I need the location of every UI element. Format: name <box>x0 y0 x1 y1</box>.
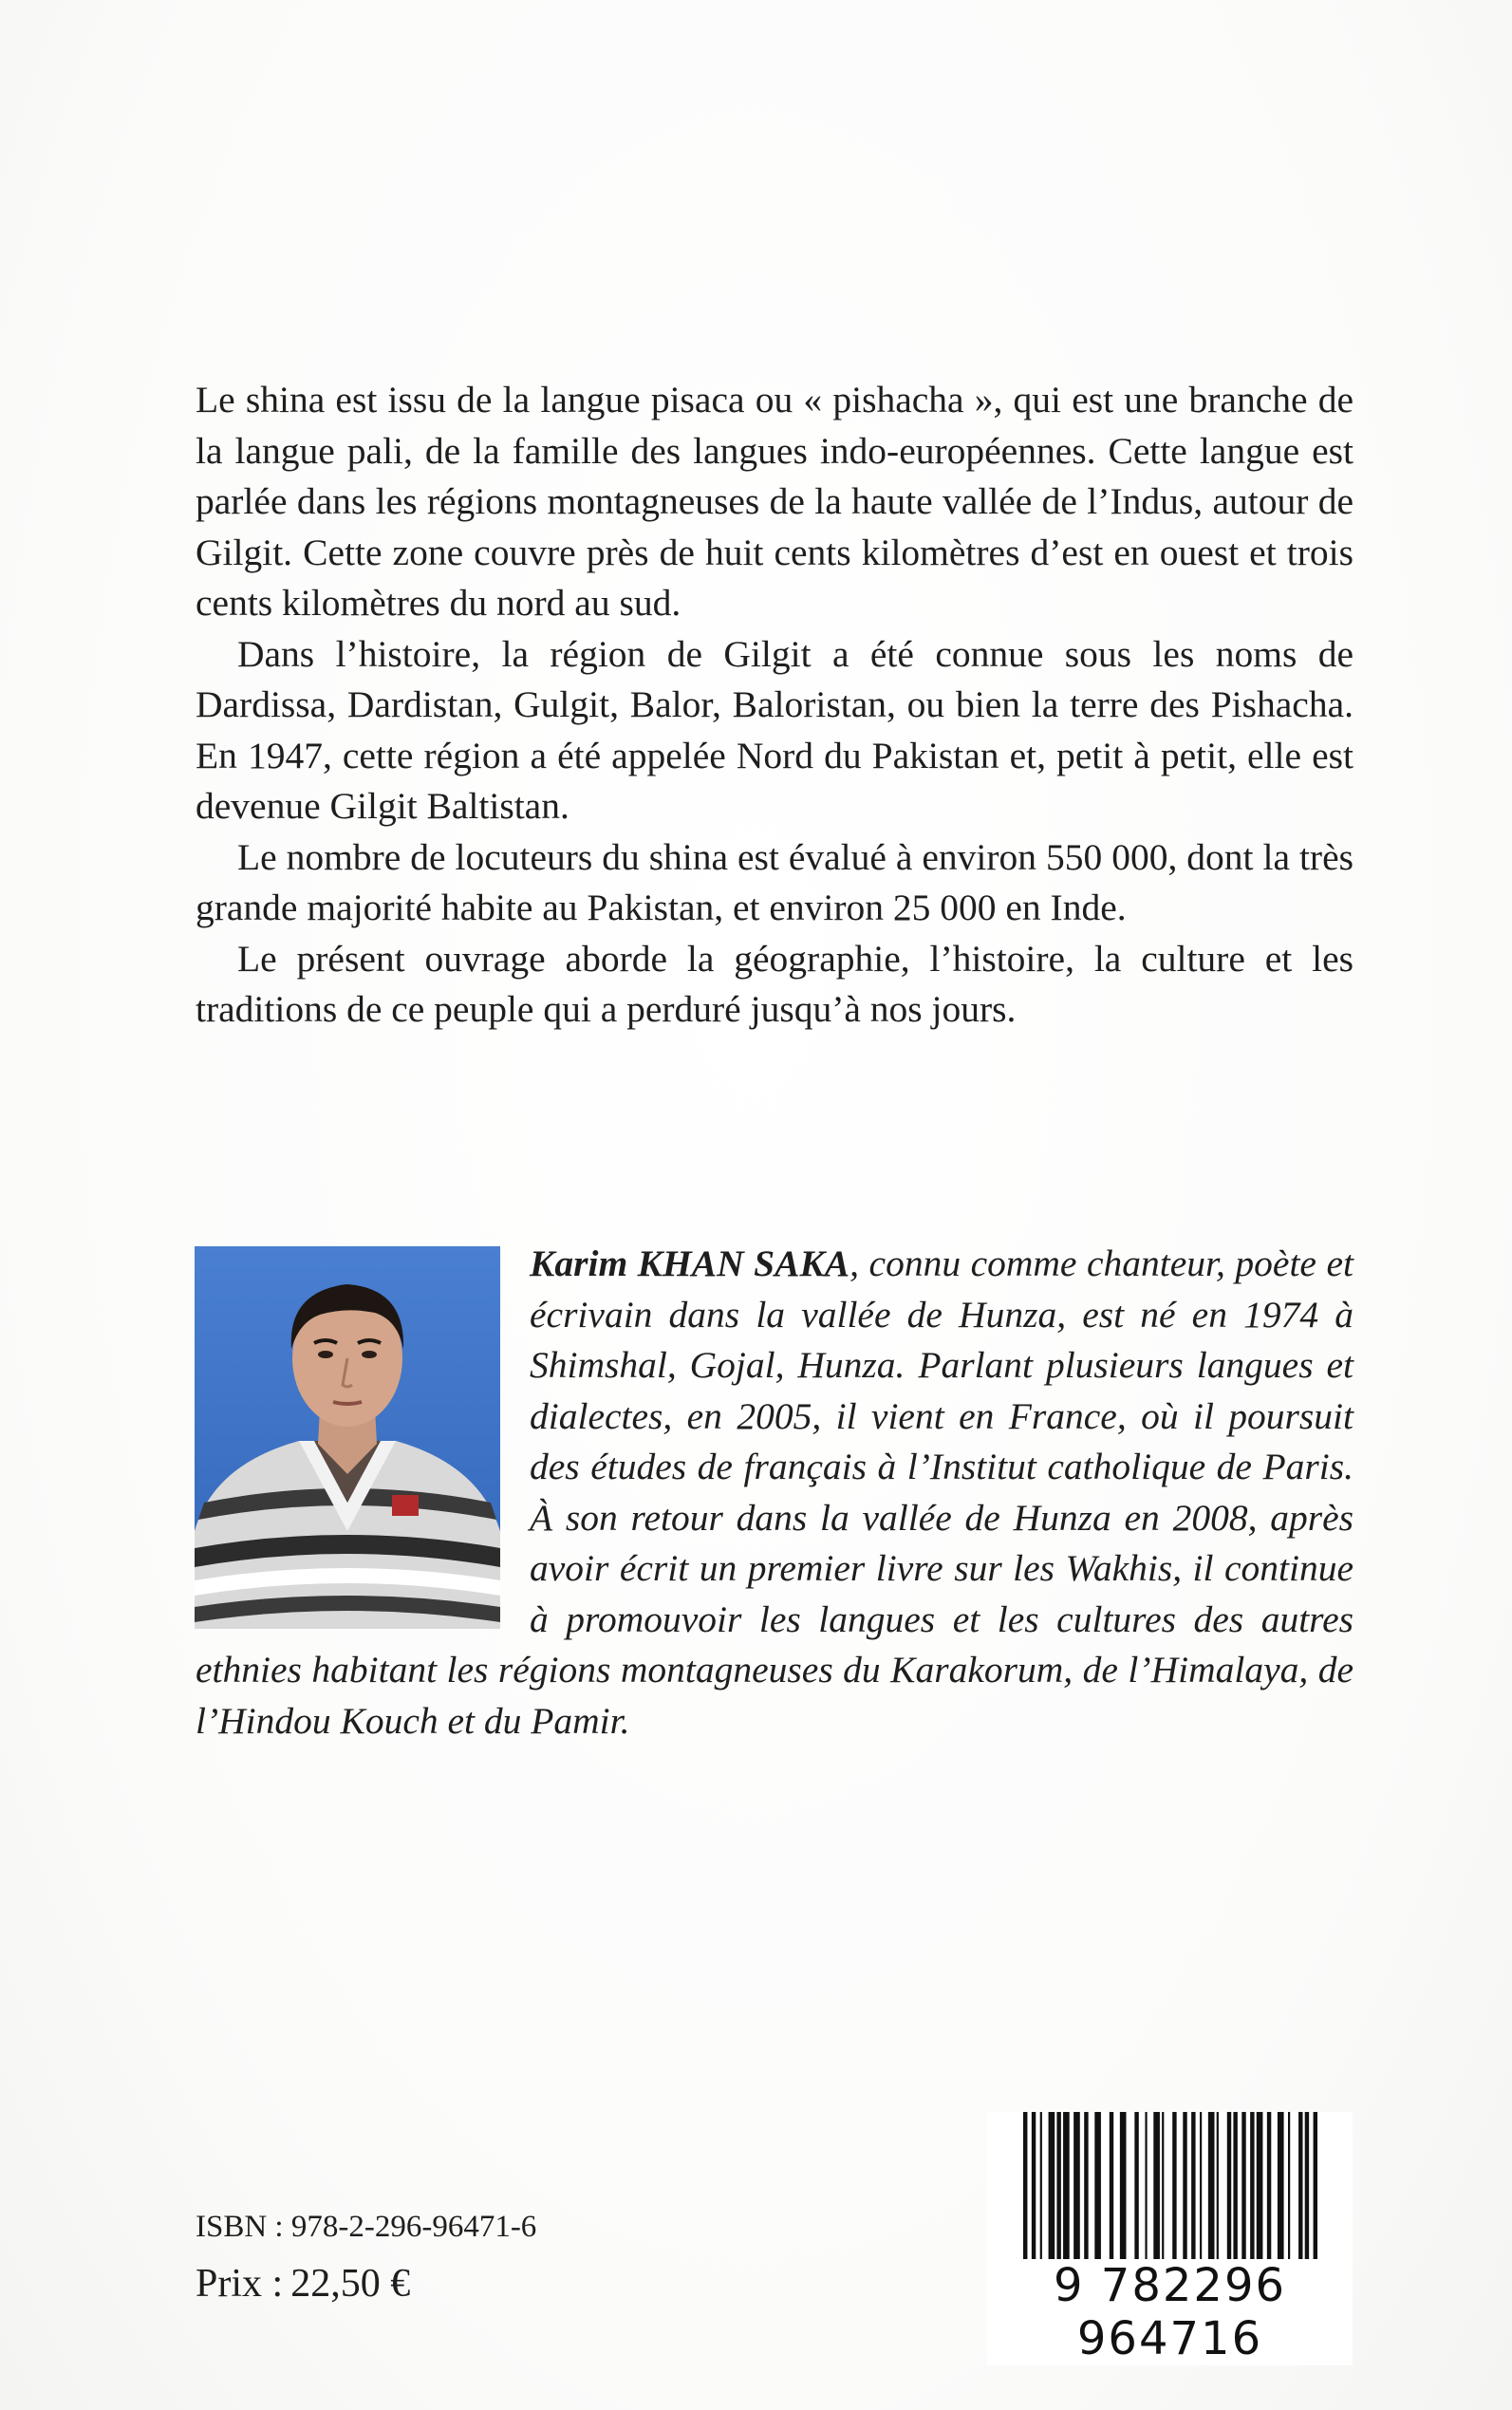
barcode-bar <box>1023 2112 1027 2264</box>
barcode-bar <box>1298 2112 1302 2264</box>
barcode-bar <box>1305 2112 1309 2264</box>
price-label: Prix : <box>196 2262 284 2306</box>
barcode-bar <box>1063 2112 1070 2264</box>
isbn-number: ISBN : 978-2-296-96471-6 <box>196 2210 537 2244</box>
blurb-paragraph: Le présent ouvrage aborde la géographie, l’histoire, la culture et les traditions de ce peuple qui a perduré jusqu’à nos jours. <box>196 937 1353 1030</box>
barcode-bar <box>1134 2112 1138 2264</box>
barcode-bar <box>1056 2112 1060 2264</box>
barcode-bar <box>1314 2112 1317 2264</box>
barcode-bar <box>1200 2112 1202 2264</box>
barcode-bar <box>1267 2112 1271 2264</box>
barcode-bar <box>1217 2112 1219 2264</box>
barcode-bar <box>1153 2112 1160 2264</box>
book-blurb <box>196 375 1353 1036</box>
barcode-bar <box>1049 2112 1055 2264</box>
barcode-bar <box>1162 2112 1164 2264</box>
price-amount: 22,50 € <box>290 2262 411 2306</box>
barcode-bar <box>1278 2112 1284 2264</box>
barcode-bar <box>1183 2112 1186 2264</box>
barcode-bar <box>1257 2112 1263 2264</box>
barcode-bar <box>1250 2112 1254 2264</box>
barcode-bar <box>1120 2112 1127 2264</box>
blurb-paragraph: Dans l’histoire, la région de Gilgit a été connue sous les noms de Dardissa, Dardistan, Gulgit, Balor, Baloristan, ou bien la terre des Pishacha. En 1947, cette région a été appelée Nord du Pakistan et, petit à petit, elle est devenue Gilgit Baltistan. <box>196 632 1353 827</box>
author-bio-text: , connu comme chanteur, poète et écrivain dans la vallée de Hunza, est né en 1974 à Shimshal, Gojal, Hunza. Parlant plusieurs langues et dialectes, en 2005, il vient en France, où il poursuit des études de français à l’Institut catholique de Paris. À son retour dans la vallée de Hunza en 2008, après avoir écrit un premier livre sur les Wakhis, il continue à promouvoir les langues et les cultures des autres ethnies habitant les régions montagneuses du Karakorum, de l’Himalaya, de l’Hindou Kouch et du Pamir. <box>196 1242 1353 1742</box>
barcode-bar <box>1288 2112 1290 2264</box>
barcode-digits: 9 782296 964716 <box>987 2259 1353 2365</box>
blurb-paragraph: Le nombre de locuteurs du shina est évalué à environ 550 000, dont la très grande majorité habite au Pakistan, et environ 25 000 en Inde. <box>196 835 1353 928</box>
barcode-bars-icon <box>987 2112 1353 2264</box>
barcode-bar <box>1191 2112 1195 2264</box>
barcode-bar <box>1084 2112 1088 2264</box>
author-name: Karim KHAN SAKA <box>530 1242 850 1284</box>
author-portrait-illustration <box>195 1246 500 1629</box>
barcode-bar <box>1094 2112 1101 2264</box>
barcode-bar <box>1032 2112 1036 2264</box>
barcode-bar <box>1073 2112 1080 2264</box>
barcode-bar <box>1145 2112 1147 2264</box>
barcode-bar <box>1040 2112 1042 2264</box>
price <box>196 2261 410 2307</box>
barcode-bar <box>1172 2112 1176 2264</box>
barcode-bar <box>1233 2112 1237 2264</box>
barcode-bar <box>1110 2112 1113 2264</box>
blurb-paragraph: Le shina est issu de la langue pisaca ou « pishacha », qui est une branche de la langue pali, de la famille des langues indo-européennes. Cette langue est parlée dans les régions montagneuses de la haute vallée de l’Indus, autour de Gilgit. Cette zone couvre près de huit cents kilomètres d’est en ouest et trois cents kilomètres du nord au sud. <box>196 379 1353 624</box>
author-photo <box>195 1246 500 1629</box>
barcode-bar <box>1208 2112 1215 2264</box>
barcode-bar <box>1241 2112 1245 2264</box>
barcode-bar <box>1227 2112 1231 2264</box>
